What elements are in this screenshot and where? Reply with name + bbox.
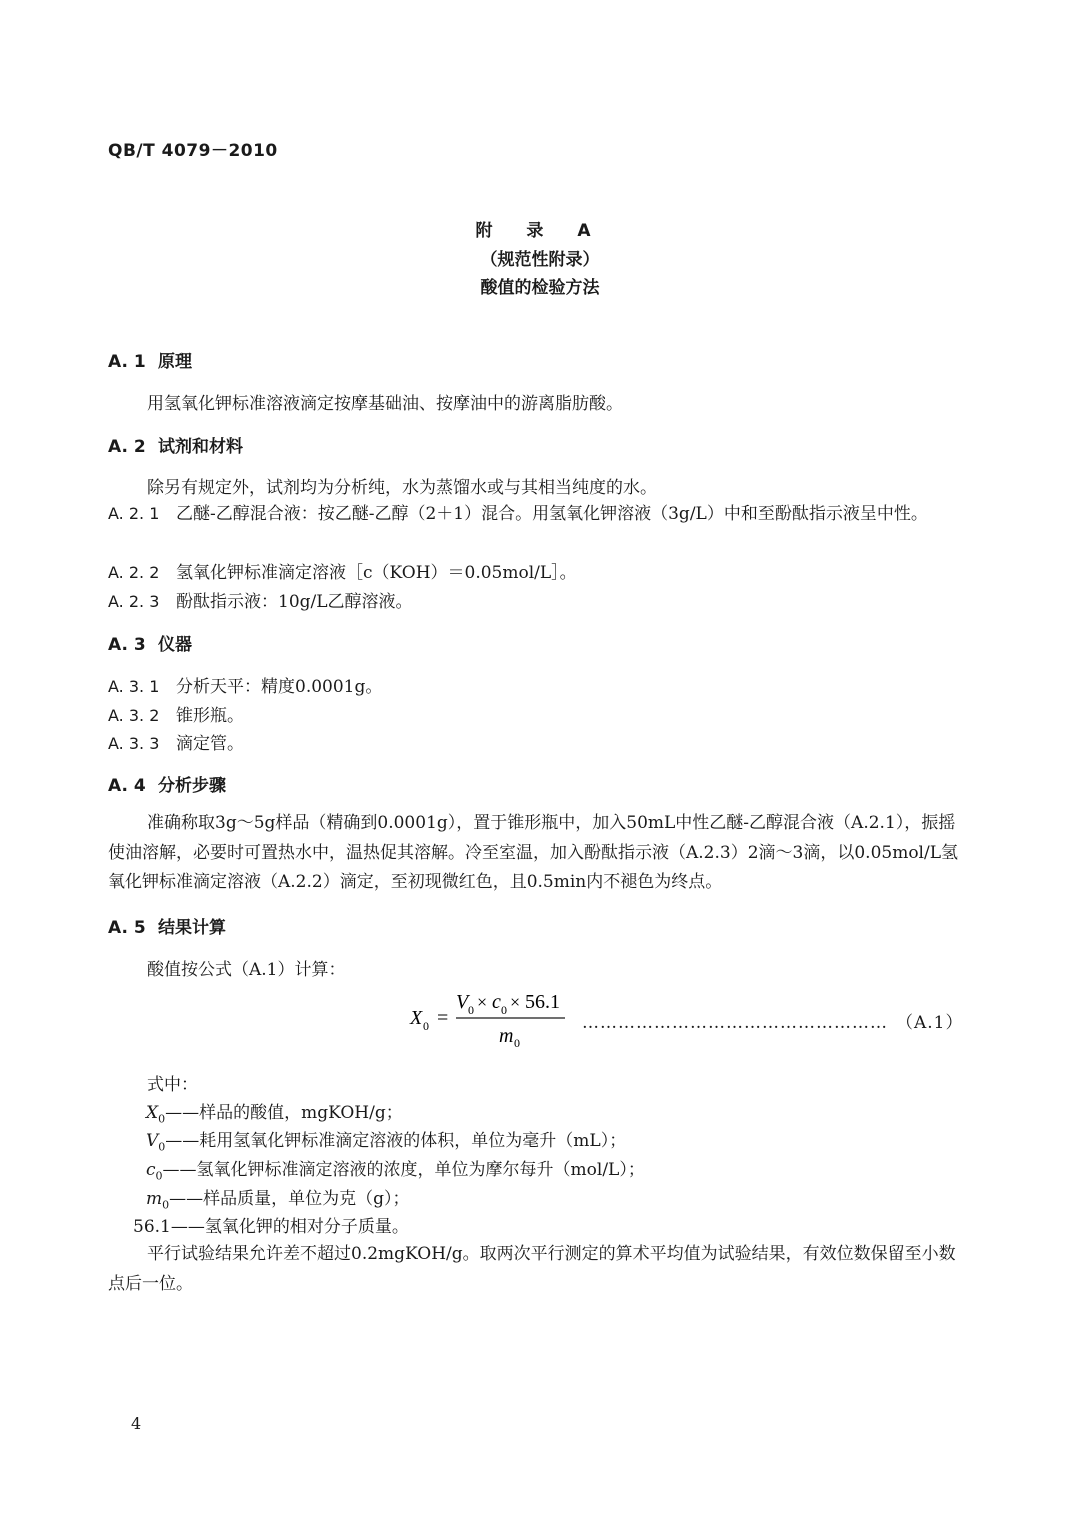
symbol-desc: ——氢氧化钾的相对分子质量。 — [170, 1217, 409, 1237]
section-a4-text: 准确称取3g～5g样品（精确到0.0001g），置于锥形瓶中，加入50mL中性乙醚-乙醇混合液（A.2.1），振摇使油溶解，必要时可置热水中，温热促其溶解。冷至室温，加入酚酞指示液（A.2.3）2滴～3滴，以0.05mol/L氢氧化钾标准滴定溶液（A.2.2）滴定，至初现微红色，且0.5min内不褪色为终点。 — [108, 813, 959, 892]
item-text: 乙醚-乙醇混合液：按乙醚-乙醇（2＋1）混合。用氢氧化钾溶液（3g/L）中和至酚酞指示液呈中性。 — [176, 504, 928, 524]
formula-num-v-sub: 0 — [468, 1003, 474, 1017]
symbol: X — [146, 1103, 159, 1123]
standard-code: QB/T 4079－2010 — [108, 141, 278, 161]
formula-lhs-sub: 0 — [423, 1019, 429, 1033]
section-title: 仪器 — [158, 635, 192, 655]
section-a3-heading — [108, 630, 192, 655]
section-number: A. 3 — [108, 635, 146, 655]
item-text: 分析天平：精度0.0001g。 — [176, 677, 383, 697]
formula-leader-dots — [582, 1008, 964, 1033]
section-a1-heading — [108, 347, 192, 372]
formula-num-c: c — [492, 991, 501, 1013]
item-number: A. 2. 1 — [108, 504, 160, 523]
appendix-type: （规范性附录） — [480, 250, 600, 270]
item-text: 锥形瓶。 — [176, 706, 244, 726]
symbol-row — [146, 1126, 626, 1153]
formula-lhs: X — [410, 1007, 423, 1029]
section-title: 分析步骤 — [158, 776, 226, 796]
formula-times-2: × — [510, 992, 521, 1012]
section-number: A. 4 — [108, 776, 146, 796]
formula-equals: = — [437, 1007, 449, 1029]
symbol-sub: 0 — [158, 1112, 166, 1126]
item-a2-3 — [108, 587, 413, 612]
section-title: 试剂和材料 — [158, 437, 243, 457]
symbol-desc: ——样品质量，单位为克（g）； — [169, 1189, 410, 1209]
section-number: A. 5 — [108, 918, 146, 938]
symbol: V — [146, 1131, 159, 1151]
symbol-row — [146, 1184, 410, 1211]
section-number: A. 2 — [108, 437, 146, 457]
section-title: 原理 — [158, 352, 192, 372]
symbol-desc: ——耗用氢氧化钾标准滴定溶液的体积，单位为毫升（mL）； — [165, 1131, 627, 1151]
section-title: 结果计算 — [158, 918, 226, 938]
section-a4-heading — [108, 771, 226, 796]
section-a5-note: 平行试验结果允许差不超过0.2mgKOH/g。取两次平行测定的算术平均值为试验结果，有效位数保留至小数点后一位。 — [108, 1244, 956, 1294]
item-text: 氢氧化钾标准滴定溶液［c（KOH）＝0.05mol/L］。 — [176, 563, 577, 583]
item-number: A. 2. 2 — [108, 563, 160, 582]
item-text: 滴定管。 — [176, 734, 244, 754]
formula-den-m: m — [499, 1025, 514, 1047]
symbol-row — [146, 1155, 645, 1182]
item-a3-3 — [108, 729, 244, 754]
symbol-sub: 0 — [162, 1198, 170, 1212]
item-text: 酚酞指示液：10g/L乙醇溶液。 — [176, 592, 413, 612]
item-number: A. 3. 2 — [108, 706, 160, 725]
symbol-desc: ——样品的酸值，mgKOH/g； — [165, 1103, 403, 1123]
symbol: 56.1 — [133, 1217, 171, 1237]
symbol-sub: 0 — [155, 1169, 163, 1183]
symbol-row — [146, 1098, 403, 1125]
symbol-row — [133, 1212, 409, 1237]
formula-num-c-sub: 0 — [501, 1003, 507, 1017]
symbol: c — [146, 1160, 156, 1180]
section-a5-heading — [108, 913, 226, 938]
formula-dots: …………………………………………… — [582, 1013, 888, 1033]
appendix-title: 酸值的检验方法 — [480, 278, 600, 298]
section-a1-text: 用氢氧化钾标准溶液滴定按摩基础油、按摩油中的游离脂肪酸。 — [147, 394, 623, 414]
formula-constant: 56.1 — [525, 991, 560, 1013]
item-a3-1 — [108, 672, 382, 697]
symbol: m — [146, 1189, 163, 1209]
item-number: A. 3. 1 — [108, 677, 160, 696]
item-number: A. 2. 3 — [108, 592, 160, 611]
item-a3-2 — [108, 701, 244, 726]
formula-a1 — [410, 990, 570, 1055]
item-number: A. 3. 3 — [108, 734, 160, 753]
formula-den-sub: 0 — [514, 1036, 520, 1050]
formula-graphic — [410, 990, 570, 1050]
symbol-desc: ——氢氧化钾标准滴定溶液的浓度，单位为摩尔每升（mol/L）； — [162, 1160, 645, 1180]
formula-num-v: V — [456, 991, 469, 1013]
formula-label: （A.1） — [896, 1013, 964, 1033]
section-number: A. 1 — [108, 352, 146, 372]
page-number: 4 — [131, 1414, 142, 1433]
item-a2-2 — [108, 558, 577, 583]
formula-times-1: × — [477, 992, 488, 1012]
symbol-sub: 0 — [158, 1140, 166, 1154]
item-a2-1 — [108, 499, 970, 530]
section-a2-intro: 除另有规定外，试剂均为分析纯，水为蒸馏水或与其相当纯度的水。 — [147, 478, 657, 498]
section-a5-intro: 酸值按公式（A.1）计算： — [147, 960, 346, 980]
appendix-label: 附 录 A — [475, 221, 605, 241]
section-a2-heading — [108, 432, 243, 457]
where-label: 式中： — [147, 1075, 198, 1095]
